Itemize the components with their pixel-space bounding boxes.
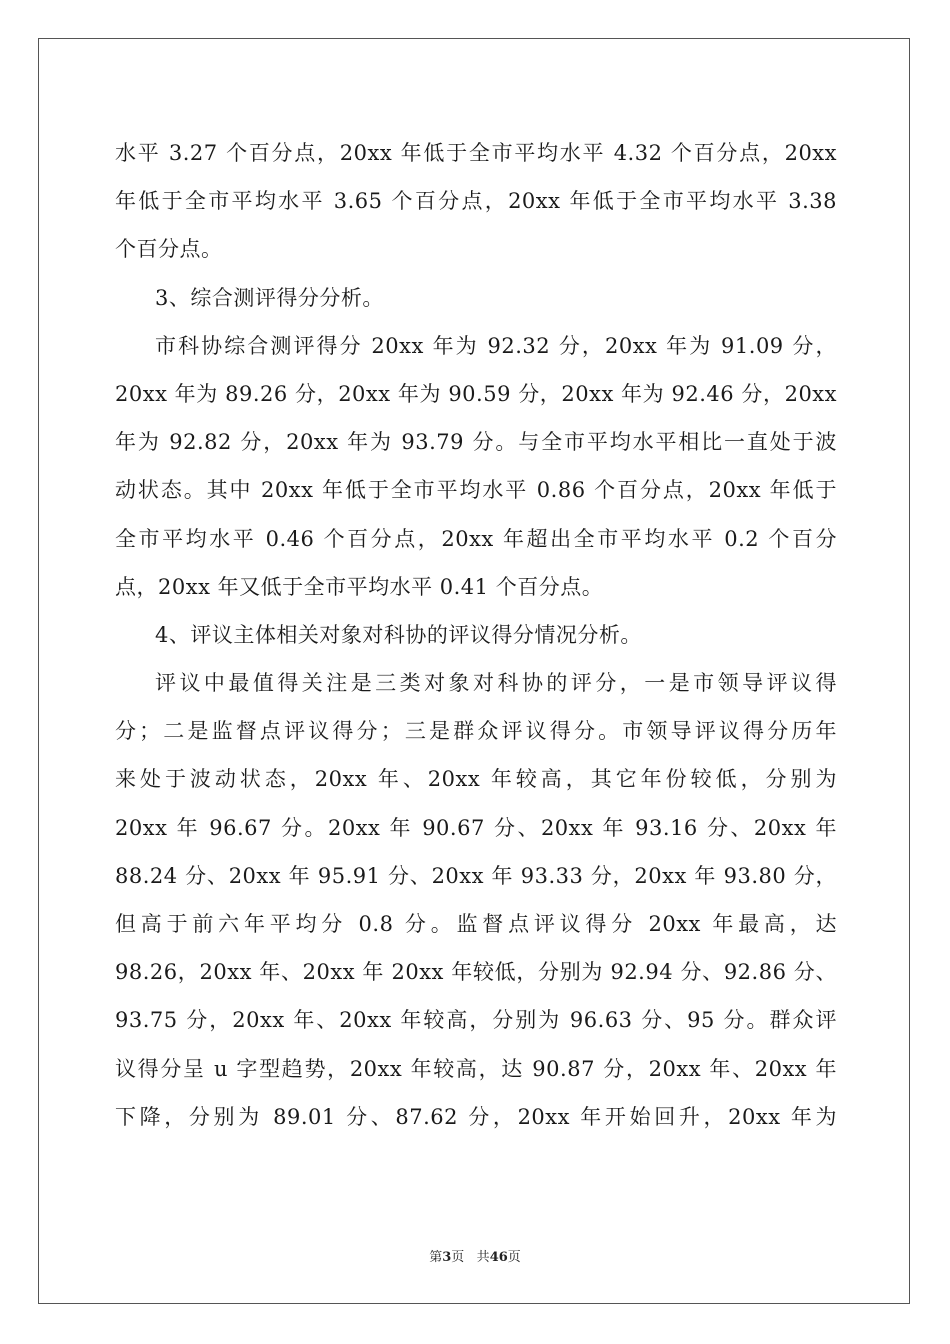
section-heading: 3、综合测评得分分析。	[155, 285, 384, 310]
text-line: 98.26，20xx 年、20xx 年 20xx 年较低，分别为 92.94 分、92.86 分、	[115, 960, 837, 985]
current-page-number: 3	[442, 1250, 452, 1265]
text-line: 20xx 年 96.67 分。20xx 年 90.67 分、20xx 年 93.16 分、20xx 年	[115, 815, 837, 840]
text-line: 全市平均水平 0.46 个百分点，20xx 年超出全市平均水平 0.2 个百分	[115, 526, 837, 551]
text-line: 水平 3.27 个百分点，20xx 年低于全市平均水平 4.32 个百分点，20xx	[115, 141, 837, 165]
footer-page-suffix: 页	[451, 1250, 465, 1265]
text-line: 点，20xx 年又低于全市平均水平 0.41 个百分点。	[115, 574, 604, 599]
footer-total-suffix: 页	[507, 1250, 521, 1265]
text-line: 来处于波动状态，20xx 年、20xx 年较高，其它年份较低，分别为	[115, 767, 837, 792]
footer-prefix: 第	[429, 1250, 443, 1265]
document-body	[115, 129, 837, 1141]
footer-total-prefix: 共	[476, 1250, 490, 1265]
text-line: 动状态。其中 20xx 年低于全市平均水平 0.86 个百分点，20xx 年低于	[115, 478, 837, 503]
text-line: 88.24 分、20xx 年 95.91 分、20xx 年 93.33 分，20xx 年 93.80 分，	[115, 863, 837, 888]
text-line: 93.75 分，20xx 年、20xx 年较高，分别为 96.63 分、95 分。群众评	[115, 1008, 837, 1033]
text-line: 下降，分别为 89.01 分、87.62 分，20xx 年开始回升，20xx 年为	[115, 1104, 837, 1129]
text-line: 个百分点。	[115, 237, 223, 262]
text-line: 20xx 年为 89.26 分，20xx 年为 90.59 分，20xx 年为 92.46 分，20xx	[115, 381, 837, 406]
text-line: 市科协综合测评得分 20xx 年为 92.32 分，20xx 年为 91.09 分，	[155, 333, 837, 358]
text-line: 年为 92.82 分，20xx 年为 93.79 分。与全市平均水平相比一直处于波	[115, 430, 837, 455]
section-heading: 4、评议主体相关对象对科协的评议得分情况分析。	[155, 622, 642, 647]
text-line: 年低于全市平均水平 3.65 个百分点，20xx 年低于全市平均水平 3.38	[115, 189, 837, 214]
text-line: 议得分呈 u 字型趋势，20xx 年较高，达 90.87 分，20xx 年、20xx 年	[115, 1056, 837, 1081]
text-line: 评议中最值得关注是三类对象对科协的评分，一是市领导评议得	[155, 671, 837, 696]
text-line: 分；二是监督点评议得分；三是群众评议得分。市领导评议得分历年	[115, 719, 837, 744]
page-footer	[0, 1246, 950, 1265]
text-line: 但高于前六年平均分 0.8 分。监督点评议得分 20xx 年最高，达	[115, 912, 837, 936]
total-page-count: 46	[489, 1250, 508, 1265]
